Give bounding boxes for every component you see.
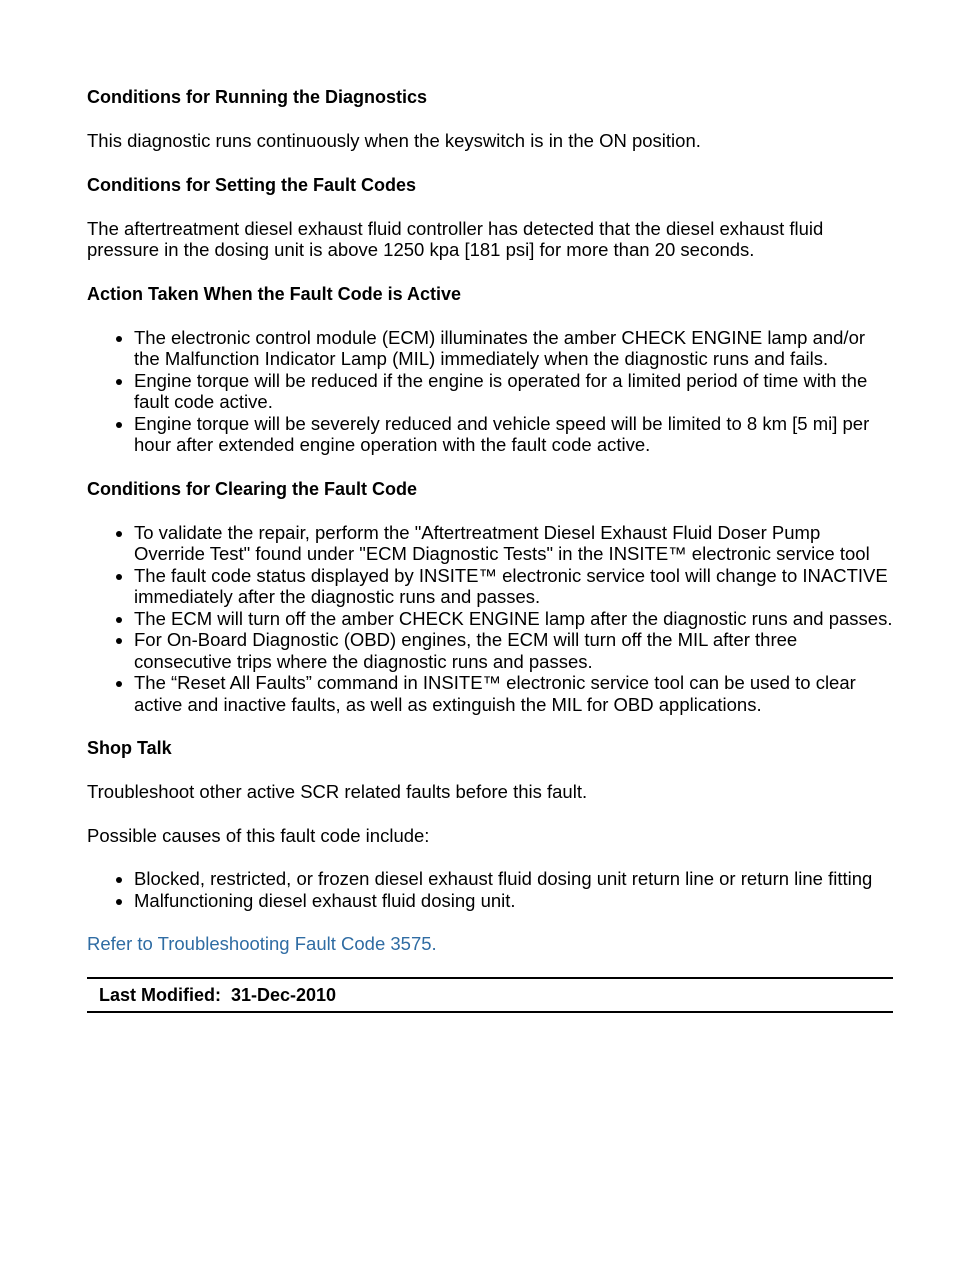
list-item: Blocked, restricted, or frozen diesel exhaust fluid dosing unit return line or return line fitting <box>134 868 893 890</box>
heading-clearing-conditions: Conditions for Clearing the Fault Code <box>87 478 417 499</box>
bullet-icon <box>116 379 122 385</box>
heading-running-conditions: Conditions for Running the Diagnostics <box>87 87 427 107</box>
heading-action-taken: Action Taken When the Fault Code is Active <box>87 283 462 304</box>
list-item: For On-Board Diagnostic (OBD) engines, the ECM will turn off the MIL after three consecutive trips where the diagnostic runs and passes. <box>134 629 893 672</box>
bullet-icon <box>116 531 122 537</box>
list-item: To validate the repair, perform the "Aftertreatment Diesel Exhaust Fluid Doser Pump Override Test" found under "ECM Diagnostic Tests" in the INSITE™ electronic service tool <box>134 522 893 565</box>
heading-setting-conditions: Conditions for Setting the Fault Codes <box>87 174 416 195</box>
list-item: The fault code status displayed by INSITE™ electronic service tool will change to INACTIVE immediately after the diagnostic runs and passes. <box>134 565 893 608</box>
bullet-icon <box>116 422 122 428</box>
possible-causes-list <box>87 868 893 911</box>
bullet-icon <box>116 638 122 644</box>
troubleshooting-link[interactable]: Refer to Troubleshooting Fault Code 3575. <box>87 933 437 954</box>
bullet-icon <box>116 877 122 883</box>
document-page <box>87 86 893 1013</box>
footer-bar <box>87 977 893 1013</box>
list-item: The ECM will turn off the amber CHECK ENGINE lamp after the diagnostic runs and passes. <box>134 608 893 630</box>
running-conditions-text: This diagnostic runs continuously when the keyswitch is in the ON position. <box>87 130 701 151</box>
list-item: Malfunctioning diesel exhaust fluid dosing unit. <box>134 890 893 912</box>
list-item: Engine torque will be severely reduced and vehicle speed will be limited to 8 km [5 mi] per hour after extended engine operation with the fault code active. <box>134 413 893 456</box>
clearing-conditions-list <box>87 522 893 716</box>
bullet-icon <box>116 336 122 342</box>
last-modified-text: Last Modified: 31-Dec-2010 <box>99 985 337 1005</box>
setting-conditions-text: The aftertreatment diesel exhaust fluid controller has detected that the diesel exhaust fluid pressure in the dosing unit is above 1250 kpa [181 psi] for more than 20 seconds. <box>87 217 824 260</box>
possible-causes-text: Possible causes of this fault code include: <box>87 824 430 846</box>
bullet-icon <box>116 574 122 580</box>
heading-shop-talk: Shop Talk <box>87 738 172 758</box>
action-taken-list <box>87 327 893 456</box>
bullet-icon <box>116 617 122 623</box>
bullet-icon <box>116 899 122 905</box>
list-item: The electronic control module (ECM) illuminates the amber CHECK ENGINE lamp and/or the Malfunction Indicator Lamp (MIL) immediately when the diagnostic runs and fails. <box>134 327 893 370</box>
list-item: The “Reset All Faults” command in INSITE™ electronic service tool can be used to clear active and inactive faults, as well as extinguish the MIL for OBD applications. <box>134 672 893 715</box>
bullet-icon <box>116 681 122 687</box>
list-item: Engine torque will be reduced if the engine is operated for a limited period of time with the fault code active. <box>134 370 893 413</box>
shop-talk-text: Troubleshoot other active SCR related faults before this fault. <box>87 781 588 802</box>
